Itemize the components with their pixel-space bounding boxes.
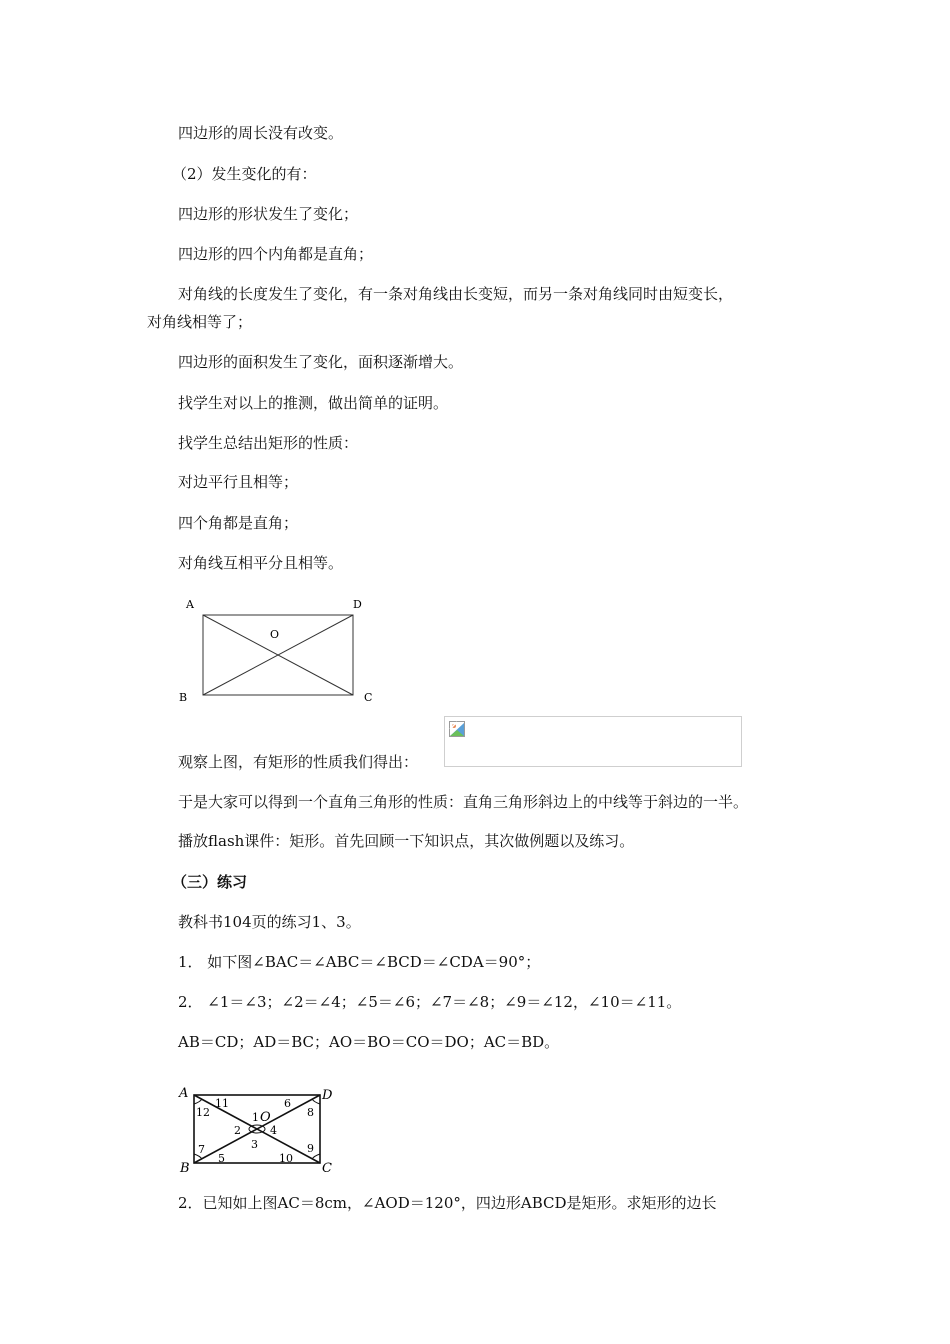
angle-number: 12 <box>196 1106 210 1119</box>
center-label-o: O <box>270 628 280 641</box>
paragraph: 对边平行且相等； <box>178 473 299 491</box>
paragraph: 2． ∠1＝∠3；∠2＝∠4；∠5＝∠6；∠7＝∠8；∠9＝∠12，∠10＝∠11。 <box>178 993 682 1011</box>
paragraph: 1． 如下图∠BAC＝∠ABC＝∠BCD＝∠CDA＝90°； <box>178 953 541 971</box>
angle-arc-a <box>194 1099 202 1104</box>
angle-rectangle-diagram <box>176 1084 336 1176</box>
paragraph: 找学生对以上的推测，做出简单的证明。 <box>178 394 449 412</box>
paragraph: 四边形的周长没有改变。 <box>178 124 344 142</box>
paragraph: 对角线的长度发生了变化，有一条对角线由长变短，而另一条对角线同时由短变长， <box>178 285 734 303</box>
vertex-label-a: A <box>186 598 194 611</box>
vertex-label-d: D <box>322 1088 333 1103</box>
section-heading: （三）练习 <box>172 873 248 891</box>
broken-image-box <box>444 716 742 767</box>
center-label-o: O <box>260 1110 271 1125</box>
angle-number: 8 <box>307 1106 314 1119</box>
angle-number: 7 <box>198 1143 205 1156</box>
vertex-label-c: C <box>364 691 373 704</box>
paragraph: 找学生总结出矩形的性质： <box>178 434 359 452</box>
paragraph: 对角线互相平分且相等。 <box>178 554 344 572</box>
angle-number: 6 <box>284 1097 291 1110</box>
paragraph: 对角线相等了； <box>147 313 253 331</box>
paragraph: 四边形的形状发生了变化； <box>178 205 359 223</box>
angle-number: 10 <box>279 1152 293 1165</box>
paragraph: 四边形的四个内角都是直角； <box>178 245 374 263</box>
paragraph: 四边形的面积发生了变化，面积逐渐增大。 <box>178 353 464 371</box>
vertex-label-b: B <box>179 691 188 704</box>
vertex-label-a: A <box>179 1086 189 1101</box>
paragraph: 观察上图，有矩形的性质我们得出： <box>178 753 419 771</box>
paragraph: 于是大家可以得到一个直角三角形的性质：直角三角形斜边上的中线等于斜边的一半。 <box>178 793 749 811</box>
paragraph: 播放flash课件：矩形。首先回顾一下知识点，其次做例题以及练习。 <box>178 832 635 850</box>
angle-arc-d <box>312 1099 320 1104</box>
angle-number: 9 <box>307 1142 314 1155</box>
paragraph: 四个角都是直角； <box>178 514 299 532</box>
vertex-label-b: B <box>180 1161 190 1176</box>
paragraph: AB＝CD；AD＝BC；AO＝BO＝CO＝DO；AC＝BD。 <box>178 1033 560 1051</box>
paragraph: （2）发生变化的有： <box>172 165 317 183</box>
angle-number: 1 <box>252 1111 259 1124</box>
broken-image-icon <box>449 721 465 737</box>
angle-number: 11 <box>215 1097 229 1110</box>
rectangle-diagram <box>176 595 376 707</box>
paragraph: 教科书104页的练习1、3。 <box>178 913 361 931</box>
angle-number: 4 <box>270 1124 277 1137</box>
vertex-label-d: D <box>353 598 362 611</box>
angle-number: 2 <box>234 1124 241 1137</box>
angle-number: 3 <box>251 1138 258 1151</box>
vertex-label-c: C <box>322 1161 332 1176</box>
angle-number: 5 <box>218 1152 225 1165</box>
paragraph: 2．已知如上图AC＝8cm，∠AOD＝120°，四边形ABCD是矩形。求矩形的边长 <box>178 1194 717 1212</box>
